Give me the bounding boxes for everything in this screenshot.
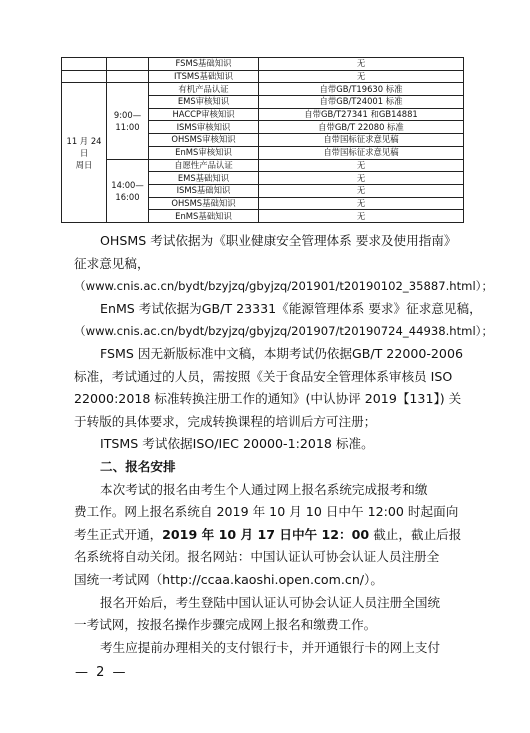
date-cell: 11 月 24 日 周日 — [62, 83, 107, 223]
paragraph-line: 标准，考试通过的人员，需按照《关于食品安全管理体系审核员 ISO — [74, 368, 453, 384]
paragraph-line: 本次考试的报名由考生个人通过网上报名系统完成报考和缴 — [100, 481, 428, 497]
subject-cell: HACCP审核知识 — [149, 108, 259, 121]
table-row — [62, 159, 464, 172]
subject-cell: OHSMS审核知识 — [149, 134, 259, 147]
url-line: （www.cnis.ac.cn/bydt/bzyjzq/gbyjzq/201901/t20190102_35887.html）； — [74, 279, 494, 294]
table-row — [62, 70, 464, 83]
body-text — [74, 230, 494, 659]
exam-schedule-table — [61, 57, 464, 223]
basis-cell: 自带GB/T24001 标准 — [259, 96, 464, 109]
basis-cell: 自带GB/T19630 标准 — [259, 83, 464, 96]
paragraph-line: 征求意见稿， — [74, 255, 150, 271]
basis-cell: 无 — [259, 197, 464, 210]
subject-cell: EMS审核知识 — [149, 96, 259, 109]
basis-cell: 无 — [259, 210, 464, 223]
basis-cell: 无 — [259, 58, 464, 71]
subject-cell: ISMS基础知识 — [149, 184, 259, 197]
subject-cell: FSMS基础知识 — [149, 58, 259, 71]
section-heading: 二、报名安排 — [100, 458, 176, 474]
paragraph-line: 于转版的具体要求，完成转换课程的培训后方可注册； — [74, 413, 377, 429]
paragraph-line: 一考试网，按报名操作步骤完成网上报名和缴费工作。 — [74, 617, 377, 633]
subject-cell: EnMS基础知识 — [149, 210, 259, 223]
paragraph-line: 报名开始后，考生登陆中国认证认可协会认证人员注册全国统 — [100, 594, 441, 610]
paragraph-line: EnMS 考试依据为GB/T 23331《能源管理体系 要求》征求意见稿， — [100, 300, 482, 316]
basis-cell: 无 — [259, 172, 464, 185]
paragraph-line: 考生应提前办理相关的支付银行卡，并开通银行卡的网上支付 — [100, 639, 441, 655]
paragraph-line: 22000:2018 标准转换注册工作的通知》(中认协评 2019【131】) 关 — [74, 391, 462, 407]
basis-cell: 无 — [259, 184, 464, 197]
paragraph-line: 费工作。网上报名系统自 2019 年 10 月 10 日中午 12:00 时起面向 — [74, 504, 459, 520]
subject-cell: EnMS审核知识 — [149, 146, 259, 159]
subject-cell: 有机产品认证 — [149, 83, 259, 96]
subject-cell: 自愿性产品认证 — [149, 159, 259, 172]
time-cell-afternoon: 14:00— 16:00 — [107, 159, 149, 222]
basis-cell: 自带GB/T27341 和GB14881 — [259, 108, 464, 121]
page-number: — 2 — — [75, 665, 128, 680]
paragraph-line: 名系统将自动关闭。报名网站：中国认证认可协会认证人员注册全 — [74, 549, 440, 565]
subject-cell: OHSMS基础知识 — [149, 197, 259, 210]
basis-cell: 自带国标征求意见稿 — [259, 146, 464, 159]
table-row — [62, 58, 464, 71]
deadline-text: 2019 年 10 月 17 日中午 12：00 — [162, 526, 370, 542]
paragraph-line: FSMS 因无新版标准中文稿，本期考试仍依据GB/T 22000-2006 — [100, 345, 463, 361]
time-cell-morning: 9:00— 11:00 — [107, 83, 149, 159]
basis-cell: 无 — [259, 159, 464, 172]
basis-cell: 自带国标征求意见稿 — [259, 134, 464, 147]
basis-cell: 自带GB/T 22080 标准 — [259, 121, 464, 134]
basis-cell: 无 — [259, 70, 464, 83]
url-line: （www.cnis.ac.cn/bydt/bzyjzq/gbyjzq/201907/t20190724_44938.html）； — [74, 324, 494, 339]
paragraph-line: 考生正式开通，2019 年 10 月 17 日中午 12：00 截止，截止后报 — [74, 526, 462, 542]
paragraph-line: ITSMS 考试依据ISO/IEC 20000-1:2018 标准。 — [100, 436, 374, 452]
subject-cell: ISMS审核知识 — [149, 121, 259, 134]
subject-cell: EMS基础知识 — [149, 172, 259, 185]
table-row — [62, 83, 464, 96]
paragraph-line: 国统一考试网（http://ccaa.kaoshi.open.com.cn/）。 — [74, 571, 383, 587]
paragraph-line: OHSMS 考试依据为《职业健康安全管理体系 要求及使用指南》 — [100, 233, 457, 248]
subject-cell: ITSMS基础知识 — [149, 70, 259, 83]
